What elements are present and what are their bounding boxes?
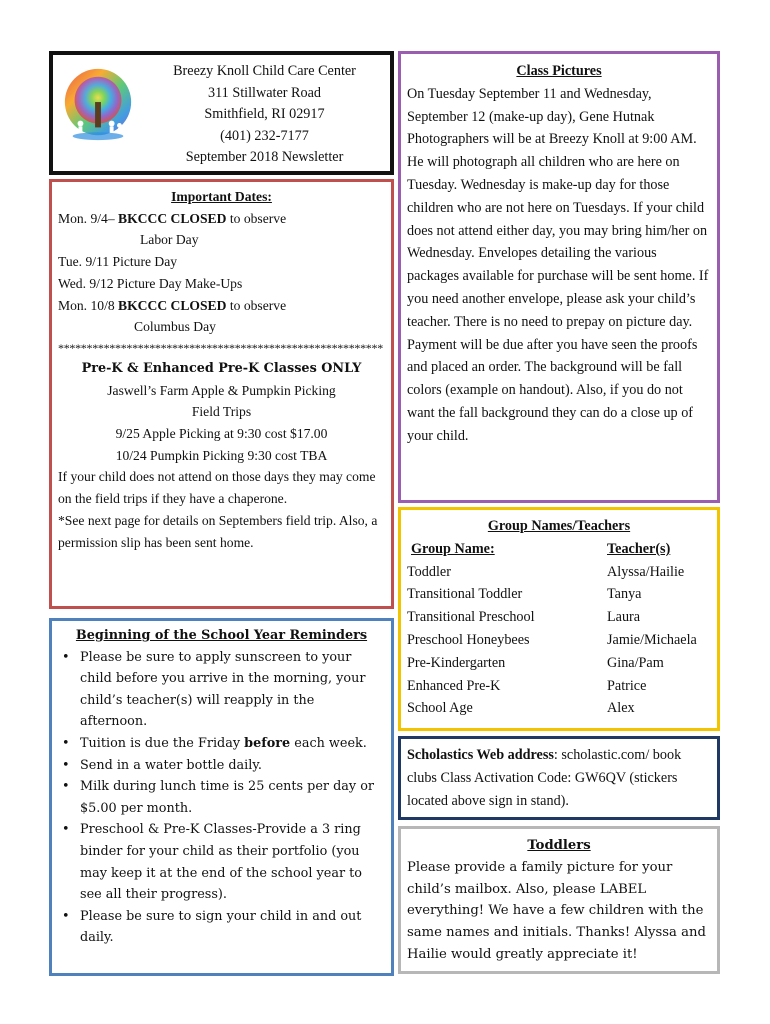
rainbow-tree-logo-icon	[59, 65, 137, 143]
closed-text: BKCCC CLOSED	[118, 297, 227, 313]
reminder-text: Tuition is due the Friday	[80, 735, 245, 751]
center-city: Smithfield, RI 02917	[204, 106, 325, 123]
teacher-name: Alex	[607, 700, 635, 717]
group-name: Toddler	[407, 563, 451, 580]
scholastic-label: Scholastics Web address	[407, 747, 554, 763]
group-column-header: Group Name:	[411, 540, 495, 557]
reminders-title: Beginning of the School Year Reminders	[75, 628, 368, 643]
permission-note: *See next page for details on Septembers field trip. Also, a permission slip has been sent home.	[58, 512, 378, 550]
teacher-name: Gina/Pam	[607, 654, 664, 671]
chaperone-note: If your child does not attend on those days they may come on the field trips if they have a chaperone.	[58, 469, 376, 507]
group-name: School Age	[407, 700, 473, 717]
date-text: Mon. 9/4–	[58, 210, 119, 226]
table-row	[407, 697, 711, 720]
group-name: Transitional Preschool	[407, 609, 535, 626]
date-columbus-day	[58, 295, 385, 317]
center-name: Breezy Knoll Child Care Center	[173, 63, 356, 79]
scholastic-text: : scholastic.com/ book clubs Class Activation Code: GW6QV (stickers located above sign in stand).	[407, 747, 682, 809]
center-street: 311 Stillwater Road	[208, 84, 321, 101]
class-pictures-body: On Tuesday September 11 and Wednesday, September 12 (make-up day), Gene Hutnak Photographers will be at Breezy Knoll at 9:00 AM. He will photograph all children who are here on Tuesday. Wednesday is make-up day for those children who are not here on Tuesdays. If your child does not attend either day, you may bring him/her on Wednesday. Envelopes detailing the various packages available for purchase will be sent home. If you need another envelope, please ask your child’s teacher. There is no need to prepay on picture day. Payment will be due after you have seen the proofs and placed an order. The background will be fall colors (example on handout). Also, if you do not want the fall background they can do a close up of your child.	[407, 85, 709, 444]
important-dates-box	[49, 179, 394, 609]
date-text: to observe	[226, 297, 287, 313]
table-row	[407, 675, 711, 698]
class-pictures-box	[398, 51, 720, 503]
teacher-name: Jamie/Michaela	[607, 631, 697, 648]
date-labor-day	[58, 208, 385, 230]
trip-title: Jaswell’s Farm Apple & Pumpkin Picking	[107, 382, 336, 398]
group-name: Preschool Honeybees	[407, 631, 530, 648]
group-names-box	[398, 507, 720, 731]
list-item: • Preschool & Pre-K Classes-Provide a 3 ring binder for your child as their portfolio (you may keep it at the end of the school year to see all their progress).	[80, 819, 385, 905]
apple-picking: 9/25 Apple Picking at 9:30 cost $17.00	[115, 426, 328, 442]
group-names-title: Group Names/Teachers	[487, 518, 631, 534]
toddlers-title: Toddlers	[527, 838, 591, 853]
table-row	[407, 561, 711, 584]
toddlers-box	[398, 826, 720, 974]
teacher-name: Tanya	[607, 586, 642, 603]
center-phone: (401) 232-7177	[220, 127, 309, 144]
list-item: • Please be sure to sign your child in and out daily.	[80, 906, 385, 949]
toddlers-body: Please provide a family picture for your child’s mailbox. Also, please LABEL everything! We have a few children with the same names and initials. Thanks! Alyssa and Hailie would greatly appreciate it!	[407, 859, 706, 962]
teacher-column-header: Teacher(s)	[607, 540, 671, 557]
closed-text: BKCCC CLOSED	[118, 210, 227, 226]
trip-subtitle: Field Trips	[191, 404, 252, 420]
newsletter-date: September 2018 Newsletter	[185, 149, 344, 166]
date-picture-day: Tue. 9/11 Picture Day	[58, 254, 178, 270]
divider: *********************************************************	[58, 340, 383, 355]
teacher-name: Laura	[607, 609, 641, 626]
date-text: Mon. 10/8	[58, 297, 119, 313]
reminders-list	[58, 647, 385, 949]
reminder-text: each week.	[290, 735, 367, 751]
prek-title: Pre-K & Enhanced Pre-K Classes ONLY	[81, 360, 362, 376]
scholastic-box	[398, 736, 720, 820]
list-item: • Milk during lunch time is 25 cents per day or $5.00 per month.	[80, 776, 385, 819]
group-name: Enhanced Pre-K	[407, 677, 501, 694]
list-item: • Please be sure to apply sunscreen to your child before you arrive in the morning, your child’s teacher(s) will reapply in the afternoon.	[80, 647, 385, 733]
pumpkin-picking: 10/24 Pumpkin Picking 9:30 cost TBA	[115, 447, 328, 463]
group-table-header	[407, 538, 711, 561]
date-text: to observe	[226, 210, 287, 226]
reminder-emphasis: before	[244, 735, 291, 751]
list-item: • Send in a water bottle daily.	[80, 755, 385, 777]
table-row	[407, 606, 711, 629]
class-pictures-title: Class Pictures	[516, 63, 602, 79]
newsletter-header	[49, 51, 394, 175]
group-name: Transitional Toddler	[407, 586, 523, 603]
reminders-box	[49, 618, 394, 976]
labor-day-label: Labor Day	[140, 232, 199, 248]
list-item	[80, 733, 385, 755]
table-row	[407, 629, 711, 652]
table-row	[407, 652, 711, 675]
date-picture-makeup: Wed. 9/12 Picture Day Make-Ups	[58, 275, 243, 291]
important-dates-title: Important Dates:	[171, 189, 272, 204]
table-row	[407, 583, 711, 606]
columbus-day-label: Columbus Day	[134, 319, 216, 335]
center-info	[145, 61, 384, 169]
teacher-name: Alyssa/Hailie	[607, 563, 685, 580]
group-name: Pre-Kindergarten	[407, 654, 506, 671]
teacher-name: Patrice	[607, 677, 647, 694]
